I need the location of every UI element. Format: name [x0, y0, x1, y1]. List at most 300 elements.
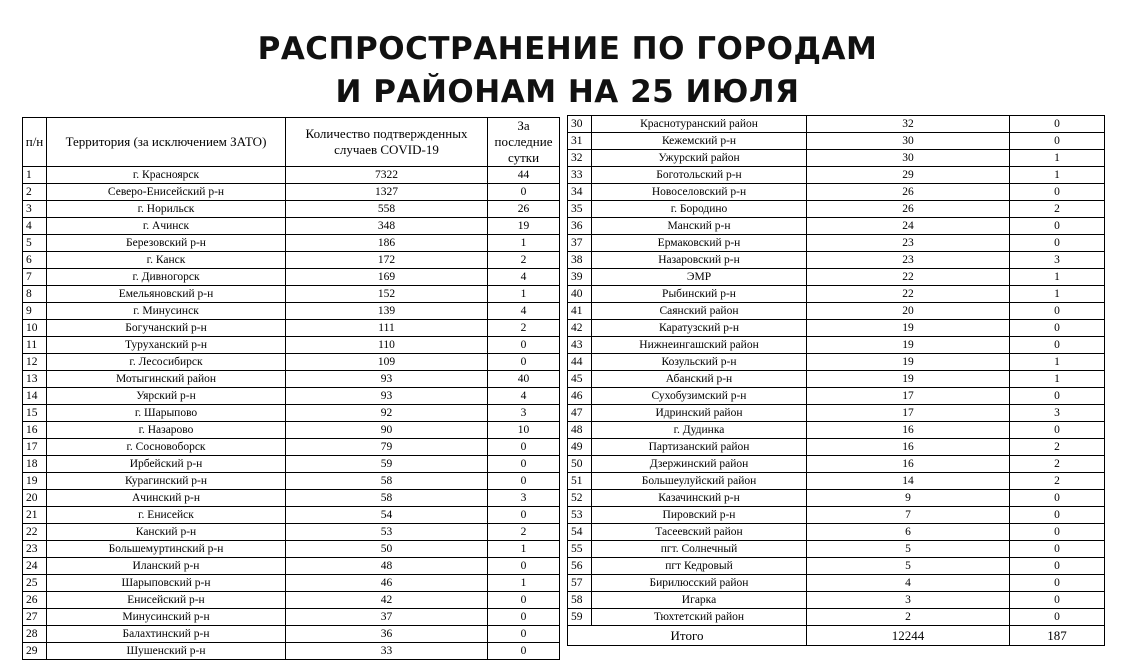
table-row: [23, 592, 560, 609]
row-territory: г. Бородино: [592, 201, 807, 218]
row-territory: г. Дудинка: [592, 422, 807, 439]
row-count: 109: [286, 354, 488, 371]
row-territory: Ачинский р-н: [47, 490, 286, 507]
row-number: 21: [23, 507, 47, 524]
row-last-day: 1: [488, 235, 560, 252]
row-last-day: 1: [1010, 269, 1105, 286]
row-count: 19: [807, 320, 1010, 337]
row-count: 54: [286, 507, 488, 524]
table-row: [23, 303, 560, 320]
row-territory: г. Сосновоборск: [47, 439, 286, 456]
row-last-day: 0: [1010, 558, 1105, 575]
row-count: 23: [807, 235, 1010, 252]
row-count: 36: [286, 626, 488, 643]
row-number: 28: [23, 626, 47, 643]
row-number: 34: [568, 184, 592, 201]
row-number: 8: [23, 286, 47, 303]
table-row: [23, 218, 560, 235]
row-number: 53: [568, 507, 592, 524]
row-count: 16: [807, 456, 1010, 473]
row-last-day: 10: [488, 422, 560, 439]
table-row: [568, 303, 1105, 320]
row-count: 7322: [286, 167, 488, 184]
row-last-day: 3: [488, 405, 560, 422]
row-number: 30: [568, 116, 592, 133]
row-number: 33: [568, 167, 592, 184]
row-count: 53: [286, 524, 488, 541]
row-last-day: 2: [1010, 201, 1105, 218]
row-last-day: 40: [488, 371, 560, 388]
row-count: 33: [286, 643, 488, 660]
table-row: [568, 388, 1105, 405]
row-number: 54: [568, 524, 592, 541]
row-number: 39: [568, 269, 592, 286]
total-label: Итого: [568, 626, 807, 646]
row-count: 5: [807, 558, 1010, 575]
row-territory: Ирбейский р-н: [47, 456, 286, 473]
row-count: 5: [807, 541, 1010, 558]
row-number: 1: [23, 167, 47, 184]
row-count: 20: [807, 303, 1010, 320]
row-number: 45: [568, 371, 592, 388]
row-count: 348: [286, 218, 488, 235]
row-last-day: 2: [488, 524, 560, 541]
table-row: [568, 439, 1105, 456]
table-row: [23, 354, 560, 371]
row-last-day: 0: [488, 456, 560, 473]
row-number: 22: [23, 524, 47, 541]
row-last-day: 0: [1010, 218, 1105, 235]
table-row: [568, 490, 1105, 507]
page-title: [0, 28, 1135, 114]
table-row: [23, 337, 560, 354]
row-last-day: 0: [1010, 184, 1105, 201]
table-row: [568, 609, 1105, 626]
row-last-day: 2: [1010, 473, 1105, 490]
row-territory: пгт. Солнечный: [592, 541, 807, 558]
row-number: 46: [568, 388, 592, 405]
row-territory: Балахтинский р-н: [47, 626, 286, 643]
row-number: 29: [23, 643, 47, 660]
header-num: п/н: [23, 118, 47, 167]
table-row: [23, 252, 560, 269]
row-number: 38: [568, 252, 592, 269]
table-row: [568, 184, 1105, 201]
row-count: 16: [807, 422, 1010, 439]
row-territory: Назаровский р-н: [592, 252, 807, 269]
row-last-day: 0: [1010, 490, 1105, 507]
row-count: 93: [286, 371, 488, 388]
row-number: 56: [568, 558, 592, 575]
row-number: 12: [23, 354, 47, 371]
row-last-day: 2: [1010, 456, 1105, 473]
row-territory: Березовский р-н: [47, 235, 286, 252]
row-count: 152: [286, 286, 488, 303]
row-territory: Каратузский р-н: [592, 320, 807, 337]
row-number: 49: [568, 439, 592, 456]
row-last-day: 1: [1010, 371, 1105, 388]
total-count: 12244: [807, 626, 1010, 646]
row-territory: Казачинский р-н: [592, 490, 807, 507]
table-row: [23, 269, 560, 286]
row-last-day: 0: [488, 337, 560, 354]
row-count: 110: [286, 337, 488, 354]
table-row: [23, 235, 560, 252]
row-territory: Идринский район: [592, 405, 807, 422]
row-count: 59: [286, 456, 488, 473]
row-territory: г. Канск: [47, 252, 286, 269]
table-row: [23, 371, 560, 388]
row-last-day: 0: [1010, 320, 1105, 337]
table-row: [23, 388, 560, 405]
row-number: 11: [23, 337, 47, 354]
row-count: 30: [807, 150, 1010, 167]
table-row: [23, 558, 560, 575]
row-count: 17: [807, 388, 1010, 405]
table-row: [23, 456, 560, 473]
row-number: 10: [23, 320, 47, 337]
table-row: [568, 201, 1105, 218]
row-count: 58: [286, 490, 488, 507]
table-row: [568, 150, 1105, 167]
row-number: 19: [23, 473, 47, 490]
row-last-day: 0: [1010, 303, 1105, 320]
row-territory: Енисейский р-н: [47, 592, 286, 609]
table-row: [568, 252, 1105, 269]
header-territory: Территория (за исключением ЗАТО): [47, 118, 286, 167]
row-territory: Северо-Енисейский р-н: [47, 184, 286, 201]
row-territory: Минусинский р-н: [47, 609, 286, 626]
row-last-day: 1: [1010, 150, 1105, 167]
row-count: 558: [286, 201, 488, 218]
row-last-day: 44: [488, 167, 560, 184]
row-count: 2: [807, 609, 1010, 626]
row-count: 26: [807, 201, 1010, 218]
header-count: Количество подтвержденных случаев COVID-19: [286, 118, 488, 167]
table-row: [23, 473, 560, 490]
row-last-day: 0: [488, 354, 560, 371]
row-territory: Ужурский район: [592, 150, 807, 167]
row-territory: Ермаковский р-н: [592, 235, 807, 252]
row-count: 4: [807, 575, 1010, 592]
table-row: [568, 133, 1105, 150]
table-row: [23, 167, 560, 184]
table-row: [568, 371, 1105, 388]
table-row: [568, 575, 1105, 592]
total-last-day: 187: [1010, 626, 1105, 646]
row-count: 139: [286, 303, 488, 320]
row-number: 15: [23, 405, 47, 422]
row-count: 14: [807, 473, 1010, 490]
table-row: [23, 643, 560, 660]
row-number: 37: [568, 235, 592, 252]
row-last-day: 0: [1010, 388, 1105, 405]
row-last-day: 0: [1010, 507, 1105, 524]
row-territory: пгт Кедровый: [592, 558, 807, 575]
row-number: 47: [568, 405, 592, 422]
row-territory: Нижнеингашский район: [592, 337, 807, 354]
row-number: 27: [23, 609, 47, 626]
row-count: 42: [286, 592, 488, 609]
row-number: 7: [23, 269, 47, 286]
table-row: [23, 609, 560, 626]
table-row: [23, 490, 560, 507]
row-last-day: 0: [1010, 575, 1105, 592]
table-row: [23, 439, 560, 456]
row-count: 90: [286, 422, 488, 439]
row-number: 57: [568, 575, 592, 592]
table-row: [23, 626, 560, 643]
row-count: 19: [807, 354, 1010, 371]
row-number: 32: [568, 150, 592, 167]
row-territory: г. Норильск: [47, 201, 286, 218]
row-number: 43: [568, 337, 592, 354]
row-last-day: 0: [488, 507, 560, 524]
table-row: [568, 218, 1105, 235]
row-territory: г. Минусинск: [47, 303, 286, 320]
table-row: [23, 184, 560, 201]
table-row: [568, 456, 1105, 473]
row-count: 186: [286, 235, 488, 252]
row-last-day: 1: [1010, 354, 1105, 371]
table-row: [568, 473, 1105, 490]
row-territory: ЭМР: [592, 269, 807, 286]
row-territory: Туруханский р-н: [47, 337, 286, 354]
row-count: 19: [807, 337, 1010, 354]
table-row: [568, 558, 1105, 575]
row-last-day: 2: [488, 252, 560, 269]
table-row: [568, 524, 1105, 541]
row-last-day: 3: [488, 490, 560, 507]
row-last-day: 2: [1010, 439, 1105, 456]
row-last-day: 0: [1010, 116, 1105, 133]
row-territory: Игарка: [592, 592, 807, 609]
row-territory: г. Назарово: [47, 422, 286, 439]
row-number: 40: [568, 286, 592, 303]
table-row: [568, 337, 1105, 354]
row-number: 26: [23, 592, 47, 609]
table-row: [568, 269, 1105, 286]
header-last-day: За последние сутки: [488, 118, 560, 167]
row-territory: Боготольский р-н: [592, 167, 807, 184]
row-count: 48: [286, 558, 488, 575]
row-number: 41: [568, 303, 592, 320]
row-number: 59: [568, 609, 592, 626]
row-territory: Бирилюсский район: [592, 575, 807, 592]
row-territory: Краснотуранский район: [592, 116, 807, 133]
row-last-day: 1: [488, 541, 560, 558]
row-territory: Большемуртинский р-н: [47, 541, 286, 558]
row-number: 14: [23, 388, 47, 405]
row-count: 16: [807, 439, 1010, 456]
row-territory: Тасеевский район: [592, 524, 807, 541]
row-last-day: 4: [488, 269, 560, 286]
row-count: 24: [807, 218, 1010, 235]
row-number: 9: [23, 303, 47, 320]
row-number: 55: [568, 541, 592, 558]
row-count: 32: [807, 116, 1010, 133]
row-count: 23: [807, 252, 1010, 269]
row-territory: Новоселовский р-н: [592, 184, 807, 201]
row-last-day: 0: [1010, 235, 1105, 252]
row-count: 26: [807, 184, 1010, 201]
row-count: 1327: [286, 184, 488, 201]
row-number: 24: [23, 558, 47, 575]
row-count: 172: [286, 252, 488, 269]
row-last-day: 0: [488, 626, 560, 643]
row-last-day: 0: [1010, 337, 1105, 354]
row-last-day: 4: [488, 388, 560, 405]
row-count: 30: [807, 133, 1010, 150]
row-territory: Тюхтетский район: [592, 609, 807, 626]
row-last-day: 0: [1010, 609, 1105, 626]
table-row: [568, 541, 1105, 558]
row-number: 36: [568, 218, 592, 235]
row-last-day: 0: [488, 184, 560, 201]
row-last-day: 0: [488, 643, 560, 660]
row-last-day: 0: [1010, 524, 1105, 541]
row-number: 42: [568, 320, 592, 337]
row-last-day: 26: [488, 201, 560, 218]
row-count: 9: [807, 490, 1010, 507]
row-count: 3: [807, 592, 1010, 609]
table-row: [568, 592, 1105, 609]
row-count: 79: [286, 439, 488, 456]
row-territory: г. Енисейск: [47, 507, 286, 524]
row-number: 17: [23, 439, 47, 456]
row-last-day: 0: [1010, 133, 1105, 150]
row-last-day: 1: [1010, 167, 1105, 184]
row-count: 7: [807, 507, 1010, 524]
row-count: 19: [807, 371, 1010, 388]
row-territory: г. Лесосибирск: [47, 354, 286, 371]
table-row: [23, 405, 560, 422]
row-territory: Богучанский р-н: [47, 320, 286, 337]
row-territory: г. Дивногорск: [47, 269, 286, 286]
table-row: [23, 320, 560, 337]
row-number: 31: [568, 133, 592, 150]
table-row: [568, 167, 1105, 184]
row-last-day: 0: [488, 439, 560, 456]
row-count: 22: [807, 286, 1010, 303]
table-row: [23, 541, 560, 558]
row-count: 92: [286, 405, 488, 422]
row-number: 58: [568, 592, 592, 609]
row-count: 58: [286, 473, 488, 490]
row-number: 48: [568, 422, 592, 439]
row-number: 2: [23, 184, 47, 201]
table-row: [568, 286, 1105, 303]
row-last-day: 0: [488, 473, 560, 490]
row-last-day: 3: [1010, 252, 1105, 269]
row-last-day: 0: [488, 592, 560, 609]
row-number: 6: [23, 252, 47, 269]
table-row: [568, 235, 1105, 252]
row-last-day: 0: [488, 558, 560, 575]
row-number: 13: [23, 371, 47, 388]
table-header-row: [23, 118, 560, 167]
row-number: 23: [23, 541, 47, 558]
row-territory: г. Ачинск: [47, 218, 286, 235]
row-territory: Козульский р-н: [592, 354, 807, 371]
table-row: [568, 405, 1105, 422]
row-number: 51: [568, 473, 592, 490]
row-territory: Курагинский р-н: [47, 473, 286, 490]
table-row: [568, 507, 1105, 524]
row-count: 29: [807, 167, 1010, 184]
row-last-day: 1: [1010, 286, 1105, 303]
row-number: 5: [23, 235, 47, 252]
row-number: 44: [568, 354, 592, 371]
row-number: 25: [23, 575, 47, 592]
row-count: 93: [286, 388, 488, 405]
row-territory: г. Красноярск: [47, 167, 286, 184]
row-last-day: 0: [1010, 592, 1105, 609]
row-number: 35: [568, 201, 592, 218]
row-number: 4: [23, 218, 47, 235]
row-territory: Иланский р-н: [47, 558, 286, 575]
row-count: 22: [807, 269, 1010, 286]
cases-table-left: [22, 117, 560, 660]
row-territory: Шушенский р-н: [47, 643, 286, 660]
table-row: [568, 320, 1105, 337]
row-territory: Канский р-н: [47, 524, 286, 541]
table-row: [23, 507, 560, 524]
table-row: [23, 575, 560, 592]
row-territory: Кежемский р-н: [592, 133, 807, 150]
row-last-day: 3: [1010, 405, 1105, 422]
row-last-day: 1: [488, 286, 560, 303]
row-number: 52: [568, 490, 592, 507]
row-territory: Емельяновский р-н: [47, 286, 286, 303]
table-row: [568, 354, 1105, 371]
table-row: [23, 524, 560, 541]
table-row: [568, 422, 1105, 439]
table-row: [568, 116, 1105, 133]
row-last-day: 0: [488, 609, 560, 626]
row-territory: г. Шарыпово: [47, 405, 286, 422]
row-territory: Абанский р-н: [592, 371, 807, 388]
table-row: [23, 286, 560, 303]
row-number: 50: [568, 456, 592, 473]
row-count: 17: [807, 405, 1010, 422]
row-count: 6: [807, 524, 1010, 541]
row-territory: Саянский район: [592, 303, 807, 320]
row-last-day: 0: [1010, 422, 1105, 439]
cases-table-right: [567, 115, 1105, 646]
row-number: 16: [23, 422, 47, 439]
table-row: [23, 201, 560, 218]
row-territory: Шарыповский р-н: [47, 575, 286, 592]
row-last-day: 19: [488, 218, 560, 235]
row-count: 50: [286, 541, 488, 558]
row-territory: Уярский р-н: [47, 388, 286, 405]
row-count: 169: [286, 269, 488, 286]
row-count: 37: [286, 609, 488, 626]
row-last-day: 1: [488, 575, 560, 592]
row-territory: Сухобузимский р-н: [592, 388, 807, 405]
row-territory: Мотыгинский район: [47, 371, 286, 388]
row-last-day: 0: [1010, 541, 1105, 558]
table-row: [23, 422, 560, 439]
row-number: 3: [23, 201, 47, 218]
row-count: 46: [286, 575, 488, 592]
row-number: 20: [23, 490, 47, 507]
row-last-day: 2: [488, 320, 560, 337]
row-territory: Пировский р-н: [592, 507, 807, 524]
row-territory: Партизанский район: [592, 439, 807, 456]
title-line-1: РАСПРОСТРАНЕНИЕ ПО ГОРОДАМ: [257, 31, 878, 67]
